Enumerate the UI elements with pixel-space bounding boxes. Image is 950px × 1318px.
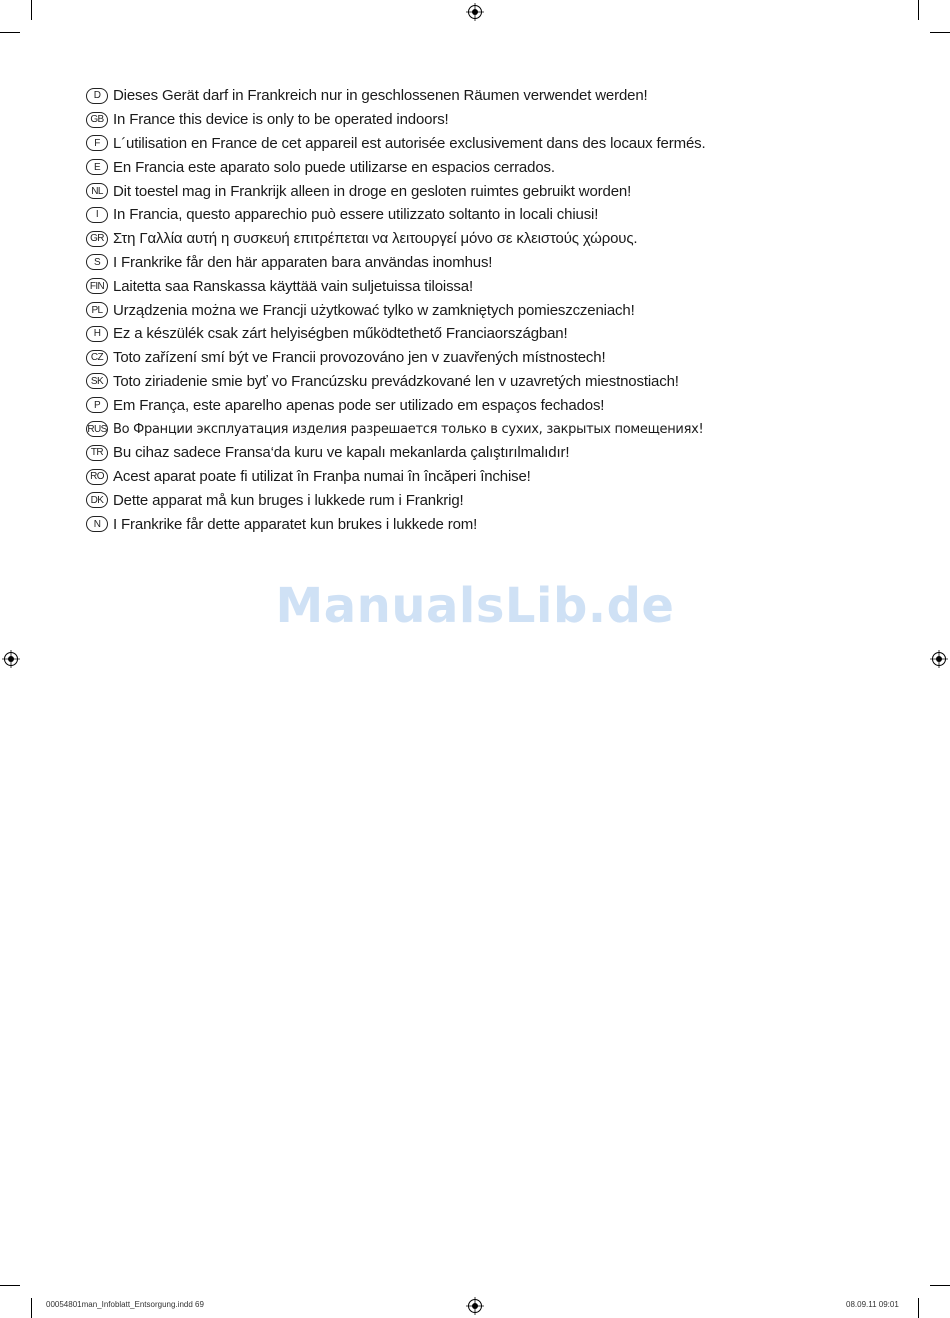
crop-mark-top-left-h	[0, 32, 20, 33]
language-code-badge: NL	[86, 183, 108, 199]
language-code-badge: GB	[86, 112, 108, 128]
crop-mark-bottom-right-h	[930, 1285, 950, 1286]
crop-mark-bottom-right	[918, 1298, 919, 1318]
crop-mark-bottom-left	[31, 1298, 32, 1318]
statement-fr	[86, 132, 886, 156]
language-code-badge: RO	[86, 469, 108, 485]
language-code-badge: DK	[86, 492, 108, 508]
language-code-badge: N	[86, 516, 108, 532]
language-code-badge: TR	[86, 445, 108, 461]
language-code-badge: H	[86, 326, 108, 342]
statement-gb	[86, 108, 886, 132]
statement-text: En Francia este aparato solo puede utilizarse en espacios cerrados.	[113, 158, 555, 176]
statement-text: I Frankrike får dette apparatet kun brukes i lukkede rom!	[113, 515, 478, 533]
registration-mark-icon	[930, 650, 948, 668]
statement-se	[86, 251, 886, 275]
language-code-badge: CZ	[86, 350, 108, 366]
statement-ru	[86, 417, 886, 441]
crop-mark-top-left	[31, 0, 32, 20]
statement-no	[86, 512, 886, 536]
language-code-badge: D	[86, 88, 108, 104]
registration-mark-icon	[466, 1297, 484, 1315]
language-statement-list	[86, 84, 886, 536]
registration-mark-icon	[466, 3, 484, 21]
statement-text: Bu cihaz sadece Fransa‘da kuru ve kapalı mekanlarda çalıştırılmalıdır!	[113, 444, 570, 462]
footer-timestamp: 08.09.11 09:01	[846, 1300, 899, 1309]
statement-text: Dette apparat må kun bruges i lukkede rum i Frankrig!	[113, 491, 464, 509]
statement-cz	[86, 346, 886, 370]
language-code-badge: RUS	[86, 421, 108, 437]
statement-text: Urządzenia można we Francji użytkować tylko w zamkniętych pomieszczeniach!	[113, 301, 635, 319]
statement-text: L´utilisation en France de cet appareil est autorisée exclusivement dans des locaux fermés.	[113, 134, 706, 152]
language-code-badge: SK	[86, 373, 108, 389]
statement-text: Toto ziriadenie smie byť vo Francúzsku prevádzkované len v uzavretých miestnostiach!	[113, 372, 679, 390]
language-code-badge: FIN	[86, 278, 108, 294]
statement-dk	[86, 489, 886, 513]
statement-nl	[86, 179, 886, 203]
watermark: ManualsLib.de	[275, 578, 675, 634]
language-code-badge: I	[86, 207, 108, 223]
statement-text: In Francia, questo apparechio può essere utilizzato soltanto in locali chiusi!	[113, 206, 599, 224]
statement-fi	[86, 274, 886, 298]
crop-mark-top-right	[918, 0, 919, 20]
statement-text: Toto zařízení smí být ve Francii provozováno jen v zuavřených místnostech!	[113, 349, 606, 367]
statement-text: Dit toestel mag in Frankrijk alleen in droge en gesloten ruimtes gebruikt worden!	[113, 182, 632, 200]
statement-es	[86, 155, 886, 179]
statement-text: Dieses Gerät darf in Frankreich nur in geschlossenen Räumen verwendet werden!	[113, 87, 648, 105]
language-code-badge: F	[86, 135, 108, 151]
statement-gr	[86, 227, 886, 251]
language-code-badge: S	[86, 254, 108, 270]
statement-text: I Frankrike får den här apparaten bara användas inomhus!	[113, 253, 493, 271]
language-code-badge: P	[86, 397, 108, 413]
crop-mark-top-right-h	[930, 32, 950, 33]
statement-text: Во Франции эксплуатация изделия разрешается только в сухих, закрытых помещениях!	[113, 421, 704, 437]
statement-de	[86, 84, 886, 108]
language-code-badge: GR	[86, 231, 108, 247]
statement-sk	[86, 370, 886, 394]
statement-text: Laitetta saa Ranskassa käyttää vain suljetuissa tiloissa!	[113, 277, 473, 295]
statement-text: Στη Γαλλία αυτή η συσκευή επιτρέπεται να λειτουργεί μόνο σε κλειστούς χώρους.	[113, 230, 638, 248]
footer-filename: 00054801man_Infoblatt_Entsorgung.indd 69	[46, 1300, 204, 1309]
statement-pl	[86, 298, 886, 322]
statement-it	[86, 203, 886, 227]
statement-tr	[86, 441, 886, 465]
statement-pt	[86, 393, 886, 417]
language-code-badge: E	[86, 159, 108, 175]
crop-mark-bottom-left-h	[0, 1285, 20, 1286]
statement-hu	[86, 322, 886, 346]
statement-text: In France this device is only to be operated indoors!	[113, 111, 449, 129]
registration-mark-icon	[2, 650, 20, 668]
language-code-badge: PL	[86, 302, 108, 318]
statement-text: Acest aparat poate fi utilizat în Franþa numai în încăperi închise!	[113, 468, 531, 486]
statement-ro	[86, 465, 886, 489]
statement-text: Ez a készülék csak zárt helyiségben működtethető Franciaországban!	[113, 325, 568, 343]
statement-text: Em França, este aparelho apenas pode ser utilizado em espaços fechados!	[113, 396, 605, 414]
